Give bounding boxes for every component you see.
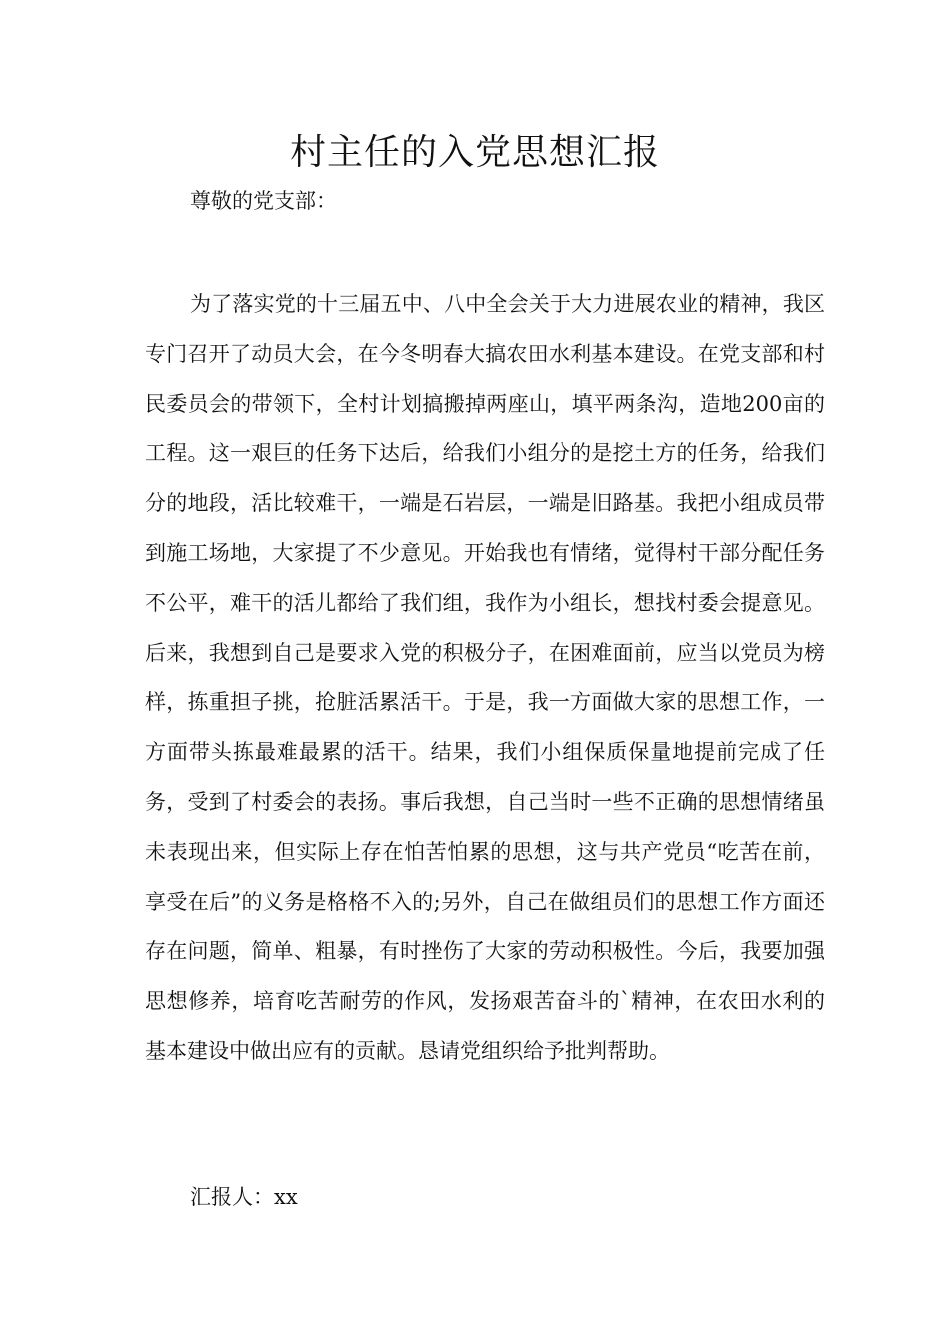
signature-line: 汇报人：xx — [190, 1185, 298, 1209]
body-paragraph: 为了落实党的十三届五中、八中全会关于大力进展农业的精神，我区专门召开了动员大会，在今冬明春大搞农田水利基本建设。在党支部和村民委员会的带领下，全村计划搞搬掉两座山，填平两条沟，造地200亩的工程。这一艰巨的任务下达后，给我们小组分的是挖土方的任务，给我们分的地段，活比较难干，一端是石岩层，一端是旧路基。我把小组成员带到施工场地，大家提了不少意见。开始我也有情绪，觉得村干部分配任务不公平，难干的活儿都给了我们组，我作为小组长，想找村委会提意见。后来，我想到自己是要求入党的积极分子，在困难面前，应当以党员为榜样，拣重担子挑，抢脏活累活干。于是，我一方面做大家的思想工作，一方面带头拣最难最累的活干。结果，我们小组保质保量地提前完成了任务，受到了村委会的表扬。事后我想，自己当时一些不正确的思想情绪虽未表现出来，但实际上存在怕苦怕累的思想，这与共产党员“吃苦在前，享受在后”的义务是格格不入的;另外，自己在做组员们的思想工作方面还存在问题，简单、粗暴，有时挫伤了大家的劳动积极性。今后，我要加强思想修养，培育吃苦耐劳的作风，发扬艰苦奋斗的`精神，在农田水利的基本建设中做出应有的贡献。恳请党组织给予批判帮助。 — [145, 292, 825, 1063]
salutation: 尊敬的党支部： — [190, 189, 337, 213]
document-title: 村主任的入党思想汇报 — [289, 132, 660, 173]
